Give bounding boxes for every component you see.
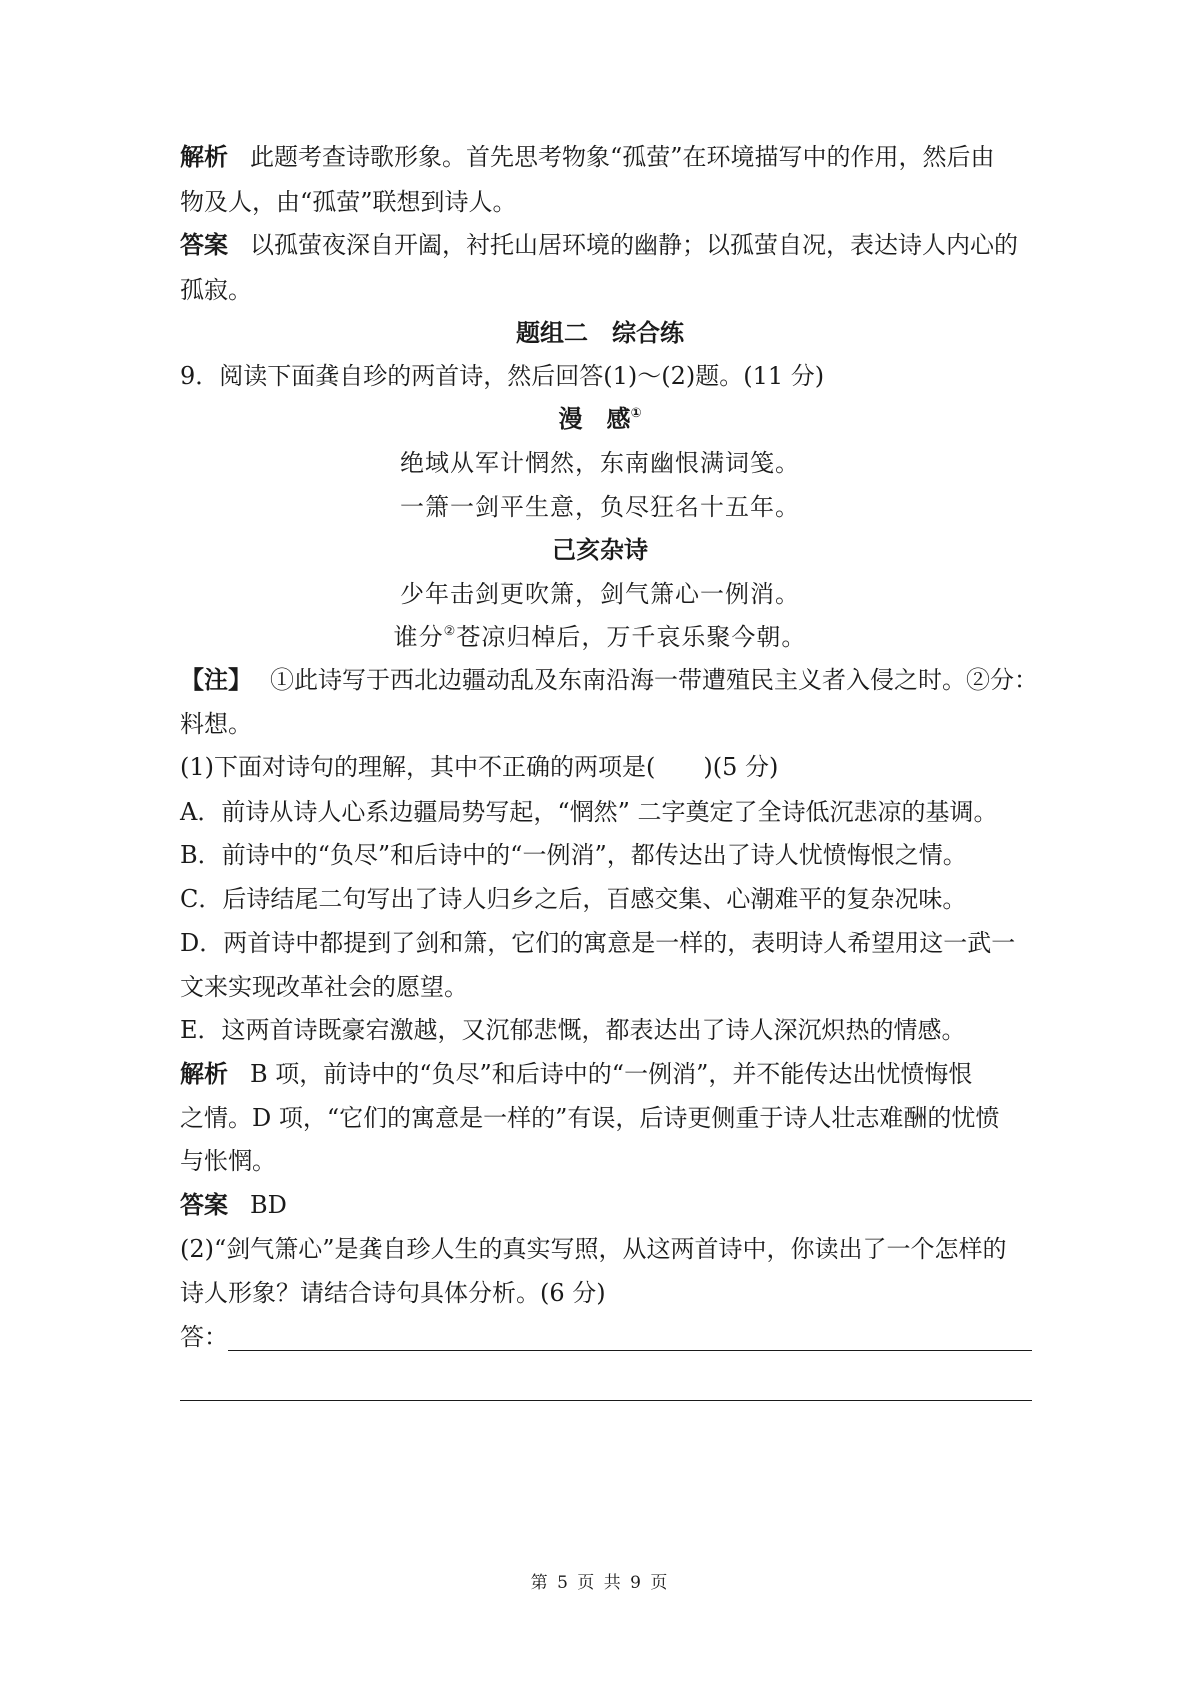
note-text-line: ①此诗写于西北边疆动乱及东南沿海一带遭殖民主义者入侵之时。②分： [270,666,1038,694]
poem-1-line-2: 一箫一剑平生意，负尽狂名十五年。 [400,493,800,521]
subquestion-2-stem: (2)“剑气箫心”是龚自珍人生的真实写照，从这两首诗中，你读出了一个怎样的 [180,1235,1007,1263]
poem-1-title [0,402,1200,436]
analysis-paragraph-2 [180,1057,1030,1091]
poem-2-line-2 [0,620,1200,654]
answer-label: 答案 [180,1191,228,1219]
subquestion-2-stem-continued: 诗人形象？请结合诗句具体分析。(6 分) [180,1279,606,1307]
answer-blank-line-1[interactable] [228,1350,1032,1351]
analysis-paragraph-1 [180,140,1030,174]
subquestion-1-stem: (1)下面对诗句的理解，其中不正确的两项是( )(5 分) [180,753,779,781]
analysis-text-line: 与怅惘。 [180,1147,276,1175]
page-footer: 第 5 页 共 9 页 [530,1573,670,1593]
answer-label: 答案 [180,231,228,259]
note-label: 【注】 [180,666,252,694]
poem-1-line-1: 绝域从军计惘然，东南幽恨满词笺。 [400,449,800,477]
answer-paragraph-2 [180,1188,1030,1222]
option-d-continued: 文来实现改革社会的愿望。 [180,973,468,1001]
analysis-label: 解析 [180,143,228,171]
analysis-text-line: 此题考查诗歌形象。首先思考物象“孤萤”在环境描写中的作用，然后由 [250,143,995,171]
option-d: D．两首诗中都提到了剑和箫，它们的寓意是一样的，表明诗人希望用这一武一 [180,929,1016,957]
answer-paragraph-1 [180,228,1030,262]
note-text-line: 料想。 [180,710,252,738]
poem-1-title-text: 漫 感 [558,405,631,433]
option-e: E．这两首诗既豪宕激越，又沉郁悲慨，都表达出了诗人深沉炽热的情感。 [180,1016,966,1044]
analysis-text-line: 物及人，由“孤萤”联想到诗人。 [180,188,517,216]
question-9-stem: 9．阅读下面龚自珍的两首诗，然后回答(1)～(2)题。(11 分) [180,362,825,390]
answer-text-line: 孤寂。 [180,276,252,304]
poem-2-line-2-end: 苍凉归棹后，万千哀乐聚今朝。 [456,623,807,651]
option-b: B．前诗中的“负尽”和后诗中的“一例消”，都传达出了诗人忧愤悔恨之情。 [180,841,967,869]
option-c: C．后诗结尾二句写出了诗人归乡之后，百感交集、心潮难平的复杂况味。 [180,885,967,913]
poem-2-line-2-start: 谁分 [393,623,444,651]
answer-blank-line-2[interactable] [180,1400,1032,1401]
answer-value: BD [250,1191,287,1219]
option-a: A．前诗从诗人心系边疆局势写起，“惘然” 二字奠定了全诗低沉悲凉的基调。 [180,798,998,826]
poem-2-line-1: 少年击剑更吹箫，剑气箫心一例消。 [400,580,800,608]
footnote-mark: ① [630,406,642,421]
analysis-text-line: 之情。D 项，“它们的寓意是一样的”有误，后诗更侧重于诗人壮志难酬的忧愤 [180,1104,1000,1132]
poem-2-title: 己亥杂诗 [552,536,648,564]
section-heading: 题组二 综合练 [516,319,684,347]
answer-text-line: 以孤萤夜深自开阖，衬托山居环境的幽静；以孤萤自况，表达诗人内心的 [250,231,1018,259]
footnote-mark: ② [443,624,457,639]
note-paragraph [180,663,1038,697]
analysis-text-line: B 项，前诗中的“负尽”和后诗中的“一例消”，并不能传达出忧愤悔恨 [250,1060,973,1088]
analysis-label: 解析 [180,1060,228,1088]
answer-prefix: 答： [180,1323,228,1351]
